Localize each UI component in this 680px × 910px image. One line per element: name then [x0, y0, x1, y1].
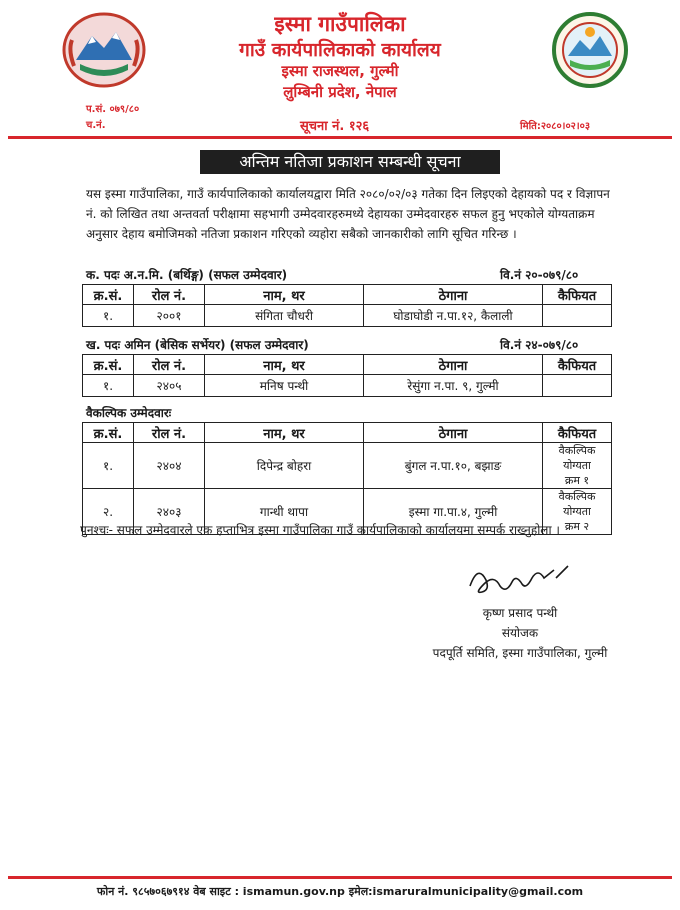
cell-remarks — [543, 375, 612, 397]
cell-address: बुंगल न.पा.१०, बझाङ — [364, 443, 543, 489]
cell-address: रेसुंगा न.पा. ९, गुल्मी — [364, 375, 543, 397]
section1-table — [82, 284, 612, 327]
col-address: ठेगाना — [364, 285, 543, 305]
table-row — [83, 443, 612, 489]
section3-title: वैकल्पिक उम्मेदवारः — [86, 406, 172, 420]
cell-name: संगिता चौधरी — [205, 305, 364, 327]
cell-remarks — [543, 305, 612, 327]
office-name: गाउँ कार्यपालिकाको कार्यालय — [239, 39, 441, 61]
col-name: नाम, थर — [205, 355, 364, 375]
cell-address: इस्मा गा.पा.४, गुल्मी — [364, 489, 543, 535]
cell-roll: २००१ — [134, 305, 205, 327]
cell-sn: १. — [83, 375, 134, 397]
nepal-emblem-logo — [58, 10, 150, 90]
col-remarks: कैफियत — [543, 423, 612, 443]
remarks-line2: क्रम २ — [564, 520, 590, 533]
notice-body: यस इस्मा गाउँपालिका, गाउँ कार्यपालिकाको कार्यालयद्वारा मिति २०८०/०२/०३ गतेका दिन लिइएको देहायको पद र विज्ञापन नं. को लिखित तथा अन्तवर्ता परीक्षामा सहभागी उम्मेदवारहरुमध्ये देहायका उम्मेदवारहरु सफल हुनु भएकोले योग्यताक्रम अनुसार देहाय बमोजिमको नतिजा प्रकाशन गरिएको व्यहोरा सबैको जानकारीको लागि सूचित गरिन्छ । — [86, 187, 610, 241]
cell-roll: २४०३ — [134, 489, 205, 535]
table-header-row — [83, 355, 612, 375]
section2-table — [82, 354, 612, 397]
office-province: लुम्बिनी प्रदेश, नेपाल — [283, 83, 397, 101]
cell-name: गान्धी थापा — [205, 489, 364, 535]
remarks-line1: वैकल्पिक योग्यता — [558, 444, 596, 472]
col-roll: रोल नं. — [134, 355, 205, 375]
col-address: ठेगाना — [364, 423, 543, 443]
section3-table — [82, 422, 612, 535]
header-divider — [8, 136, 672, 139]
section2-adv-no: वि.नं २४-०७९/८० — [500, 338, 579, 352]
cell-address: घोडाघोडी न.पा.१२, कैलाली — [364, 305, 543, 327]
cell-sn: १. — [83, 305, 134, 327]
table-header-row — [83, 423, 612, 443]
reference-number: प.सं. ०७९/८० — [86, 104, 140, 115]
signatory-committee: पदपूर्ति समिति, इस्मा गाउँपालिका, गुल्मी — [432, 646, 608, 660]
col-name: नाम, थर — [205, 285, 364, 305]
cell-remarks — [543, 443, 612, 489]
postscript: पुनश्चः- सफल उम्मेदवारले एक हप्ताभित्र इस्मा गाउँपालिका गाउँ कार्यपालिकाको कार्यालयमा सम्पर्क राख्नुहोला । — [80, 523, 560, 537]
col-remarks: कैफियत — [543, 285, 612, 305]
table-row — [83, 375, 612, 397]
remarks-line2: क्रम १ — [564, 474, 590, 487]
remarks-line1: वैकल्पिक योग्यता — [558, 490, 596, 518]
municipality-name: इस्मा गाउँपालिका — [274, 12, 406, 36]
cell-roll: २४०५ — [134, 375, 205, 397]
col-name: नाम, थर — [205, 423, 364, 443]
handwritten-signature — [460, 556, 580, 600]
cell-sn: २. — [83, 489, 134, 535]
section2-title: ख. पदः अमिन (बेसिक सर्भेयर) (सफल उम्मेदवार) — [86, 338, 309, 352]
municipality-logo — [550, 10, 630, 90]
cell-roll: २४०४ — [134, 443, 205, 489]
notice-date: मिति:२०८०।०२।०३ — [520, 121, 591, 132]
section1-title: क. पदः अ.न.मि. (बर्थिङ्ग) (सफल उम्मेदवार) — [86, 268, 288, 282]
col-sn: क्र.सं. — [83, 285, 134, 305]
cell-sn: १. — [83, 443, 134, 489]
section1-adv-no: वि.नं २०-०७९/८० — [500, 268, 579, 282]
table-header-row — [83, 285, 612, 305]
cell-name: दिपेन्द्र बोहरा — [205, 443, 364, 489]
col-roll: रोल नं. — [134, 423, 205, 443]
footer-contact: फोन नं. ९८५७०६७९१४ वेब साइट : ismamun.gov.np इमेल:ismaruralmunicipality@gmail.com — [96, 885, 584, 898]
col-remarks: कैफियत — [543, 355, 612, 375]
col-roll: रोल नं. — [134, 285, 205, 305]
footer-divider — [8, 876, 672, 879]
signatory-role: संयोजक — [501, 626, 539, 640]
col-sn: क्र.सं. — [83, 355, 134, 375]
col-sn: क्र.सं. — [83, 423, 134, 443]
notice-title: अन्तिम नतिजा प्रकाशन सम्बन्धी सूचना — [200, 150, 500, 174]
table-row — [83, 305, 612, 327]
dispatch-number: च.नं. — [86, 120, 106, 131]
col-address: ठेगाना — [364, 355, 543, 375]
notice-number: सूचना नं. १२६ — [300, 119, 370, 134]
office-address: इस्मा राजस्थल, गुल्मी — [281, 62, 399, 80]
signatory-name: कृष्ण प्रसाद पन्थी — [482, 606, 558, 620]
cell-name: मनिष पन्थी — [205, 375, 364, 397]
